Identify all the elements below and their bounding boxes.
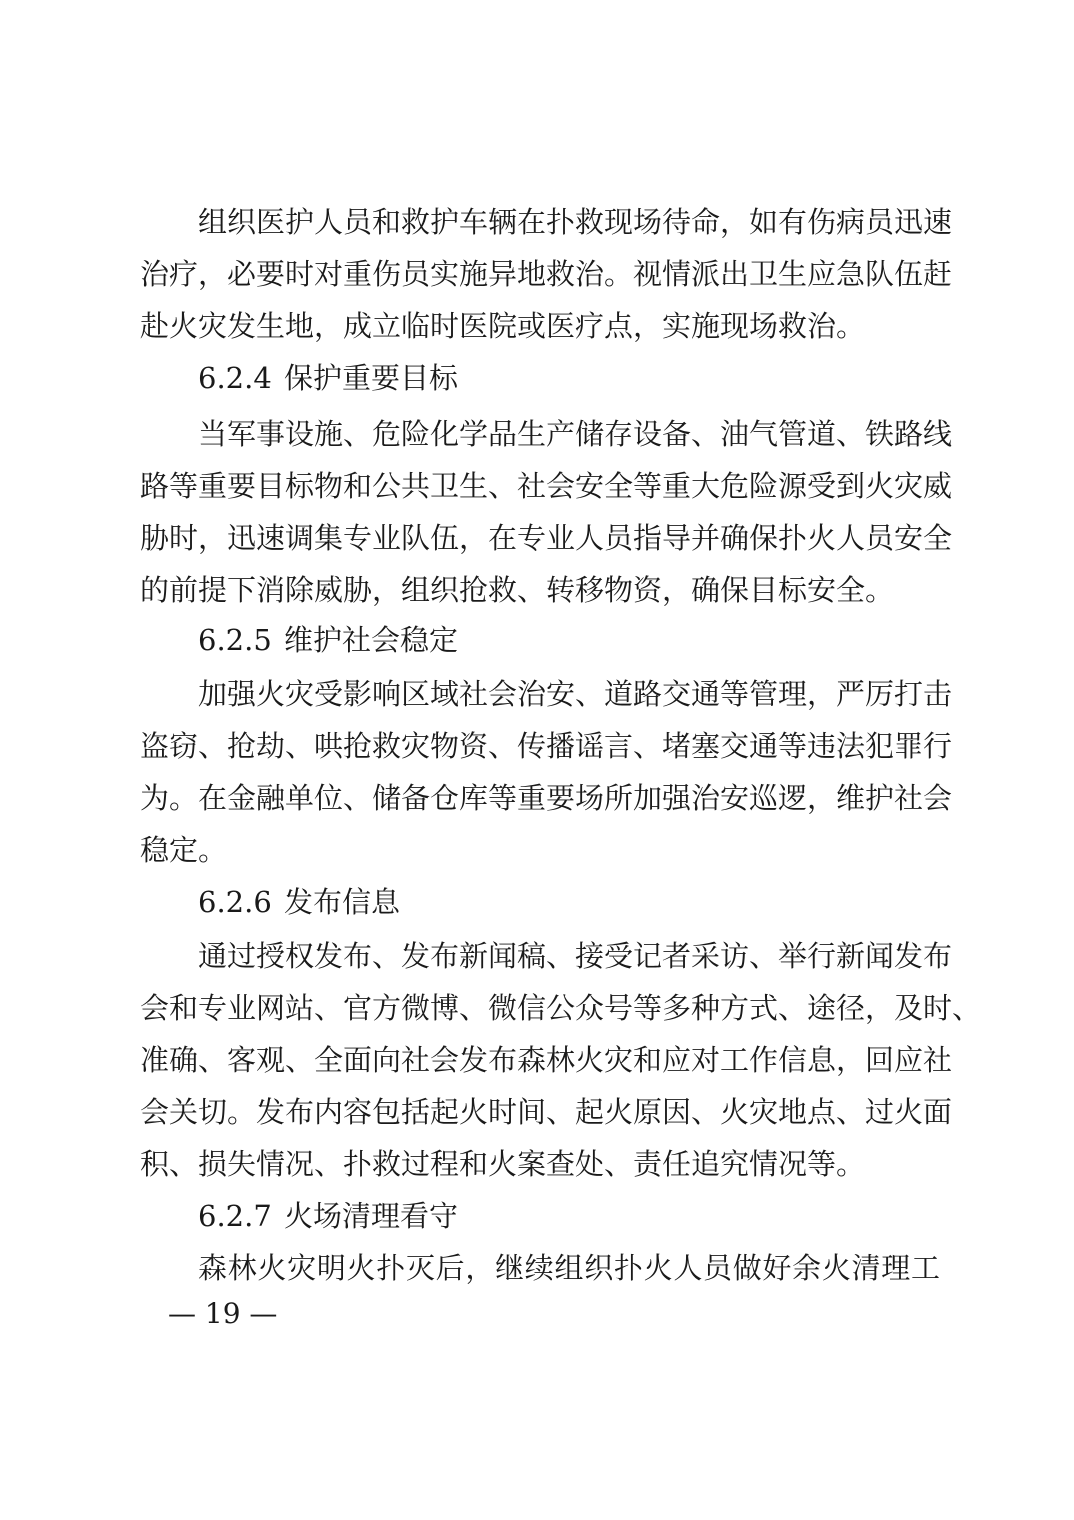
- section-number: 6.2.5: [198, 623, 272, 657]
- paragraph-line: 赴火灾发生地，成立临时医院或医疗点，实施现场救治。: [140, 309, 866, 343]
- section-number: 6.2.7: [198, 1199, 272, 1233]
- paragraph-line: 森林火灾明火扑灭后，继续组织扑火人员做好余火清理工: [198, 1251, 940, 1285]
- section-title: 火场清理看守: [284, 1199, 459, 1233]
- paragraph-line: 加强火灾受影响区域社会治安、道路交通等管理，严厉打击: [198, 677, 953, 711]
- paragraph-line: 为。在金融单位、储备仓库等重要场所加强治安巡逻，维护社会: [140, 781, 953, 815]
- section-heading: [198, 876, 400, 928]
- paragraph-line: 会和专业网站、官方微博、微信公众号等多种方式、途径，及时、: [140, 991, 982, 1025]
- paragraph-line: 当军事设施、危险化学品生产储存设备、油气管道、铁路线: [198, 417, 953, 451]
- section-title: 发布信息: [284, 885, 401, 919]
- paragraph-line: 胁时，迅速调集专业队伍，在专业人员指导并确保扑火人员安全: [140, 521, 953, 555]
- section-heading: [198, 352, 458, 404]
- section-heading: [198, 1190, 458, 1242]
- paragraph-line: 稳定。: [140, 833, 228, 867]
- section-number: 6.2.4: [198, 361, 272, 395]
- paragraph-line: 路等重要目标物和公共卫生、社会安全等重大危险源受到火灾威: [140, 469, 953, 503]
- paragraph-line: 盗窃、抢劫、哄抢救灾物资、传播谣言、堵塞交通等违法犯罪行: [140, 729, 953, 763]
- section-heading: [198, 614, 458, 666]
- section-title: 维护社会稳定: [284, 623, 459, 657]
- paragraph-line: 会关切。发布内容包括起火时间、起火原因、火灾地点、过火面: [140, 1095, 953, 1129]
- paragraph-line: 准确、客观、全面向社会发布森林火灾和应对工作信息，回应社: [140, 1043, 953, 1077]
- section-title: 保护重要目标: [284, 361, 459, 395]
- paragraph-line: 的前提下消除威胁，组织抢救、转移物资，确保目标安全。: [140, 573, 895, 607]
- section-number: 6.2.6: [198, 885, 272, 919]
- paragraph-line: 组织医护人员和救护车辆在扑救现场待命，如有伤病员迅速: [198, 205, 953, 239]
- paragraph-line: 治疗，必要时对重伤员实施异地救治。视情派出卫生应急队伍赶: [140, 257, 953, 291]
- paragraph-line: 通过授权发布、发布新闻稿、接受记者采访、举行新闻发布: [198, 939, 953, 973]
- page-number: — 19 —: [168, 1297, 278, 1330]
- paragraph-line: 积、损失情况、扑救过程和火案查处、责任追究情况等。: [140, 1147, 866, 1181]
